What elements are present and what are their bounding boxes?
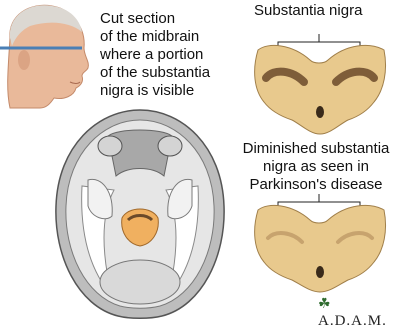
left-eye-socket — [98, 136, 122, 156]
main-caption — [100, 10, 230, 100]
right-eye-socket — [158, 136, 182, 156]
midbrain-section-normal — [248, 20, 398, 140]
diminished-caption-line: Diminished substantia — [242, 140, 390, 157]
midbrain-section-parkinsons — [248, 192, 398, 292]
midbrain-shape — [255, 205, 386, 292]
substantia-nigra-label: Substantia nigra — [254, 2, 363, 19]
head-illustration — [0, 0, 100, 110]
adam-logo-text: A.D.A.M. — [318, 313, 387, 329]
main-caption-line: Cut section — [100, 10, 176, 27]
ear-shape — [18, 50, 30, 70]
adam-leaf-icon: ☘ — [318, 297, 332, 312]
midbrain-shape — [255, 45, 386, 134]
adam-logo — [318, 296, 400, 330]
brain-axial-section — [52, 106, 228, 320]
aqueduct — [316, 266, 324, 278]
diminished-caption — [236, 140, 396, 194]
cerebellum — [100, 260, 180, 304]
main-caption-line: where a portion — [100, 46, 204, 63]
aqueduct — [316, 106, 324, 118]
main-caption-line: of the substantia — [100, 64, 211, 81]
diminished-caption-line: nigra as seen in — [263, 158, 369, 175]
main-caption-line: nigra is visible — [100, 82, 195, 99]
diminished-caption-line: Parkinson's disease — [249, 176, 383, 193]
main-caption-line: of the midbrain — [100, 28, 200, 45]
